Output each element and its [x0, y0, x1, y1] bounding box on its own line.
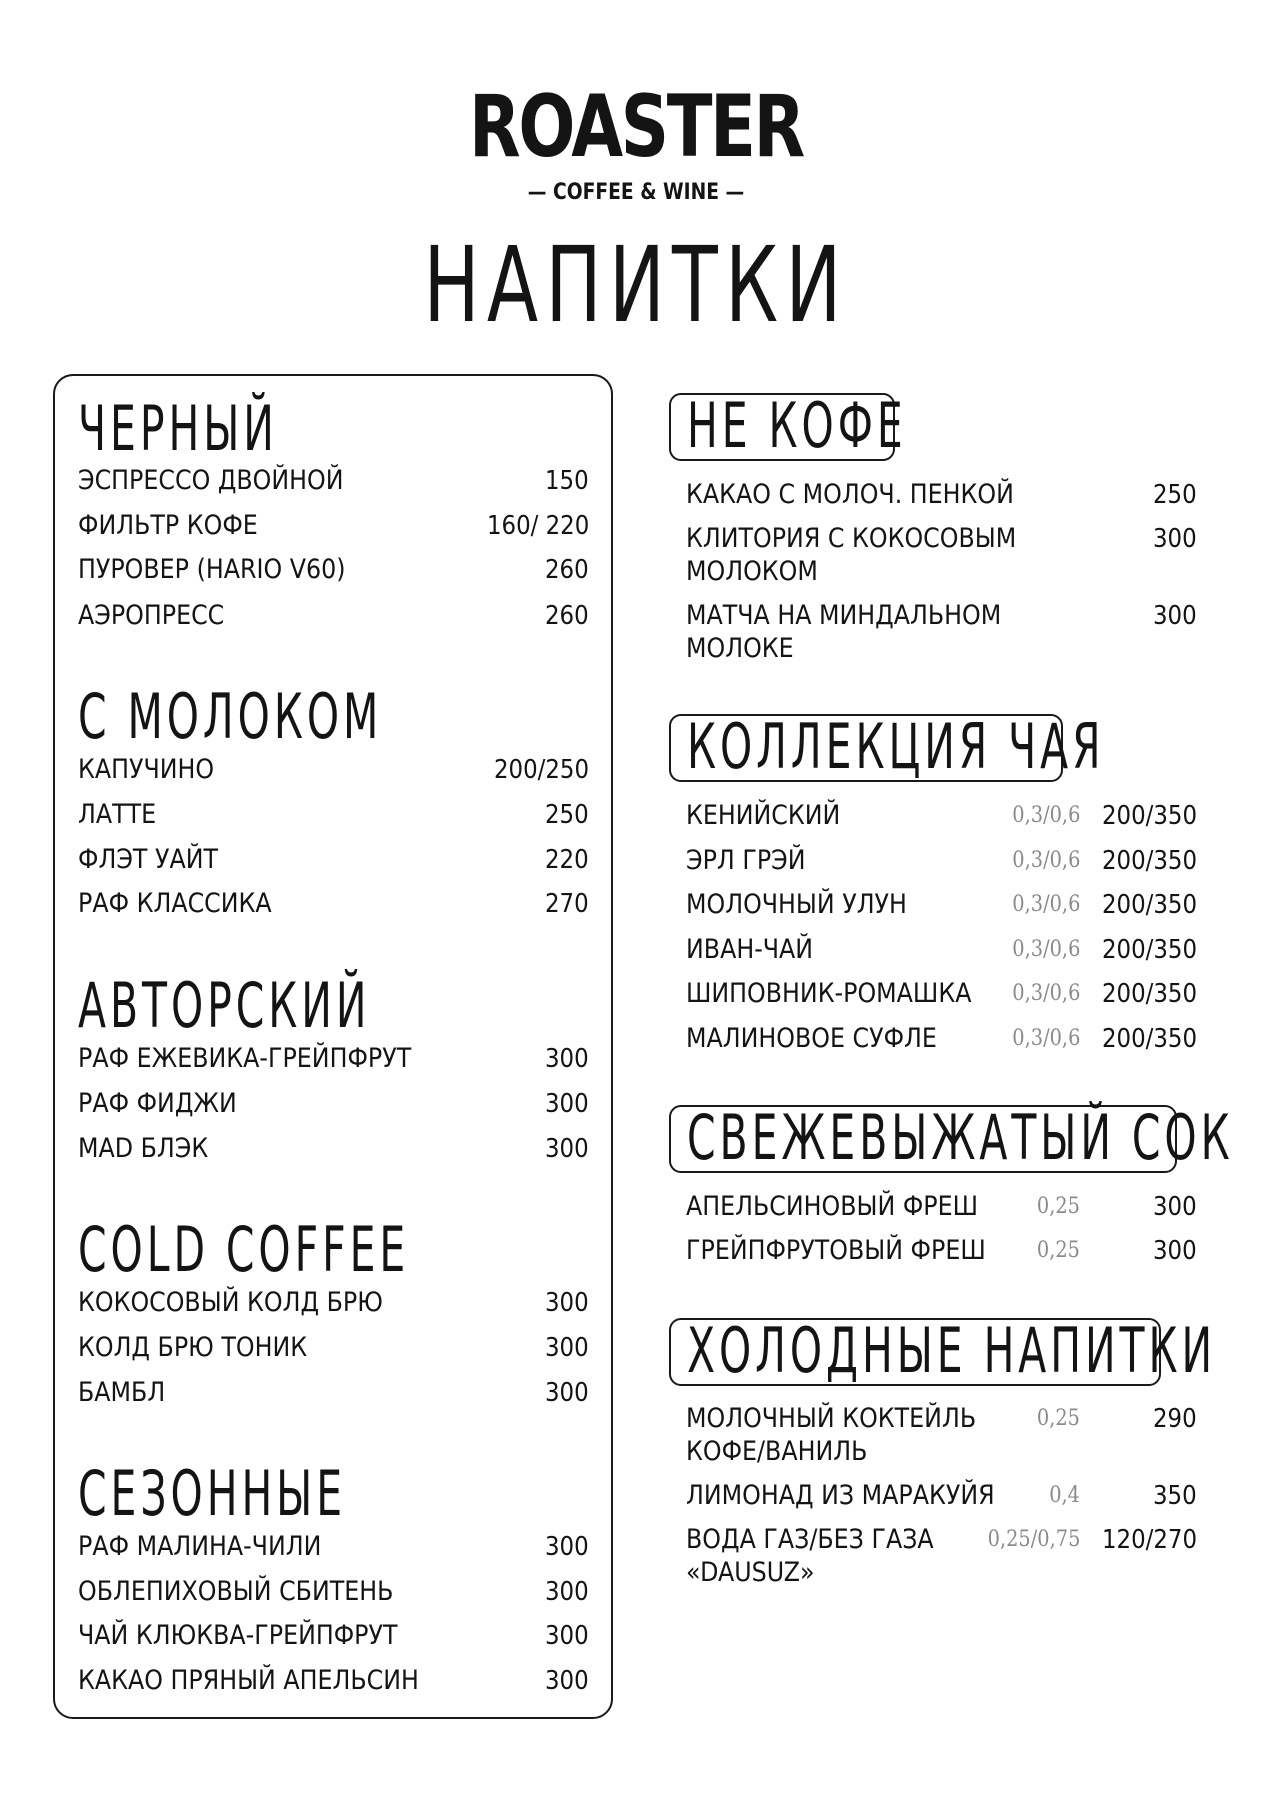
menu-item-price: 300 [545, 1333, 589, 1363]
menu-item-name: МОЛОЧНЫЙ КОКТЕЙЛЬ [686, 1403, 977, 1434]
menu-item-name: ФЛЭТ УАЙТ [78, 844, 219, 875]
menu-item-price: 160/ 220 [486, 511, 589, 541]
section-title-seasonal: СЕЗОННЫЕ [78, 1457, 347, 1530]
menu-item-price: 300 [545, 1577, 589, 1607]
menu-item-name: МАЛИНОВОЕ СУФЛЕ [686, 1023, 937, 1054]
menu-item-price: 250 [545, 800, 589, 830]
menu-item-price: 300 [545, 1532, 589, 1562]
section-title-milk: С МОЛОКОМ [78, 680, 383, 753]
menu-item-name: КАКАО С МОЛОЧ. ПЕНКОЙ [686, 479, 1014, 510]
menu-item-price: 350 [1153, 1481, 1197, 1511]
section-box-cold-drinks [669, 1314, 1217, 1387]
menu-item-volume: 0,25 [1036, 1238, 1080, 1263]
menu-item-price: 250 [1153, 480, 1197, 510]
menu-item-name-continued: МОЛОКЕ [686, 633, 794, 664]
menu-item-price: 300 [545, 1134, 589, 1164]
menu-item-name: РАФ ЕЖЕВИКА-ГРЕЙПФРУТ [78, 1043, 412, 1074]
menu-item-price: 200/350 [1101, 846, 1197, 876]
menu-item-price: 290 [1153, 1404, 1197, 1434]
section-title-not-coffee: НЕ КОФЕ [687, 389, 907, 462]
menu-item-name: ШИПОВНИК-РОМАШКА [686, 978, 972, 1009]
menu-item-name: БАМБЛ [78, 1377, 166, 1408]
menu-item-price: 200/350 [1101, 935, 1197, 965]
menu-item-price: 200/350 [1101, 979, 1197, 1009]
section-title-cold-coffee: COLD COFFEE [78, 1213, 410, 1286]
menu-item-name: МАТЧА НА МИНДАЛЬНОМ [686, 600, 1002, 631]
menu-item-name-continued: КОФЕ/ВАНИЛЬ [686, 1436, 868, 1467]
menu-item-volume: 0,3/0,6 [1011, 803, 1080, 828]
menu-item-name: КАКАО ПРЯНЫЙ АПЕЛЬСИН [78, 1665, 419, 1696]
menu-item-price: 200/350 [1101, 890, 1197, 920]
menu-item-volume: 0,25/0,75 [987, 1527, 1080, 1552]
menu-item-price: 300 [545, 1378, 589, 1408]
menu-item-name: ГРЕЙПФРУТОВЫЙ ФРЕШ [686, 1235, 986, 1266]
menu-item-name: КОКОСОВЫЙ КОЛД БРЮ [78, 1287, 383, 1318]
menu-item-volume: 0,4 [1049, 1483, 1080, 1508]
menu-item-price: 220 [545, 845, 589, 875]
menu-item-price: 200/250 [493, 755, 589, 785]
menu-item-price: 150 [545, 466, 589, 496]
menu-item-name: КАПУЧИНО [78, 754, 215, 785]
menu-item-name: ВОДА ГАЗ/БЕЗ ГАЗА [686, 1524, 934, 1555]
brand-tagline: — COFFEE & WINE — [527, 180, 745, 205]
section-box-not-coffee [669, 389, 907, 462]
menu-item-name: КОЛД БРЮ ТОНИК [78, 1332, 308, 1363]
section-box-juice [669, 1101, 1234, 1174]
menu-item-price: 200/350 [1101, 1024, 1197, 1054]
menu-item-name: РАФ ФИДЖИ [78, 1088, 237, 1119]
menu-item-name: ЧАЙ КЛЮКВА-ГРЕЙПФРУТ [78, 1620, 398, 1651]
menu-item-price: 300 [545, 1288, 589, 1318]
menu-item-price: 300 [1153, 1236, 1197, 1266]
menu-item-volume: 0,3/0,6 [1011, 1026, 1080, 1051]
section-title-cold-drinks: ХОЛОДНЫЕ НАПИТКИ [687, 1314, 1217, 1387]
menu-item-name: ФИЛЬТР КОФЕ [78, 510, 258, 541]
section-title-tea: КОЛЛЕКЦИЯ ЧАЯ [687, 710, 1105, 783]
menu-item-price: 300 [545, 1089, 589, 1119]
menu-item-volume: 0,3/0,6 [1011, 981, 1080, 1006]
menu-item-name: ЛИМОНАД ИЗ МАРАКУЙЯ [686, 1480, 995, 1511]
menu-item-name: ЭСПРЕССО ДВОЙНОЙ [78, 465, 344, 496]
menu-item-price: 300 [545, 1621, 589, 1651]
menu-item-volume: 0,3/0,6 [1011, 937, 1080, 962]
section-box-tea [669, 710, 1105, 783]
menu-item-volume: 0,3/0,6 [1011, 848, 1080, 873]
page-title: НАПИТКИ [423, 224, 849, 346]
menu-item-name: КЛИТОРИЯ С КОКОСОВЫМ [686, 523, 1017, 554]
menu-item-volume: 0,3/0,6 [1011, 892, 1080, 917]
menu-item-name: АЭРОПРЕСС [78, 600, 225, 631]
menu-item-price: 300 [545, 1044, 589, 1074]
menu-item-price: 300 [545, 1666, 589, 1696]
menu-item-volume: 0,25 [1036, 1406, 1080, 1431]
menu-item-price: 120/270 [1101, 1525, 1197, 1555]
menu-item-name: ОБЛЕПИХОВЫЙ СБИТЕНЬ [78, 1576, 394, 1607]
section-title-author: АВТОРСКИЙ [78, 969, 371, 1042]
menu-item-name: КЕНИЙСКИЙ [686, 800, 841, 831]
menu-item-price: 300 [1153, 524, 1197, 554]
menu-item-price: 200/350 [1101, 801, 1197, 831]
menu-item-name: АПЕЛЬСИНОВЫЙ ФРЕШ [686, 1191, 979, 1222]
menu-item-price: 270 [545, 889, 589, 919]
menu-item-name: РАФ МАЛИНА-ЧИЛИ [78, 1531, 322, 1562]
menu-item-name: ЭРЛ ГРЭЙ [686, 845, 806, 876]
menu-item-name: ИВАН-ЧАЙ [686, 934, 814, 965]
menu-item-name: МОЛОЧНЫЙ УЛУН [686, 889, 907, 920]
menu-item-name-continued: МОЛОКОМ [686, 556, 818, 587]
menu-item-name: ПУРОВЕР (HARIO V60) [78, 554, 346, 585]
menu-item-price: 260 [545, 601, 589, 631]
menu-item-price: 300 [1153, 1192, 1197, 1222]
brand-logo: ROASTER [469, 77, 803, 177]
menu-item-name: РАФ КЛАССИКА [78, 888, 272, 919]
section-title-juice: СВЕЖЕВЫЖАТЫЙ СОК [687, 1101, 1234, 1174]
menu-item-volume: 0,25 [1036, 1194, 1080, 1219]
section-title-black: ЧЕРНЫЙ [78, 392, 278, 465]
menu-item-name-continued: «DAUSUZ» [686, 1557, 815, 1588]
menu-item-name: MAD БЛЭК [78, 1133, 209, 1164]
menu-item-price: 260 [545, 555, 589, 585]
menu-item-price: 300 [1153, 601, 1197, 631]
menu-item-name: ЛАТТЕ [78, 799, 157, 830]
